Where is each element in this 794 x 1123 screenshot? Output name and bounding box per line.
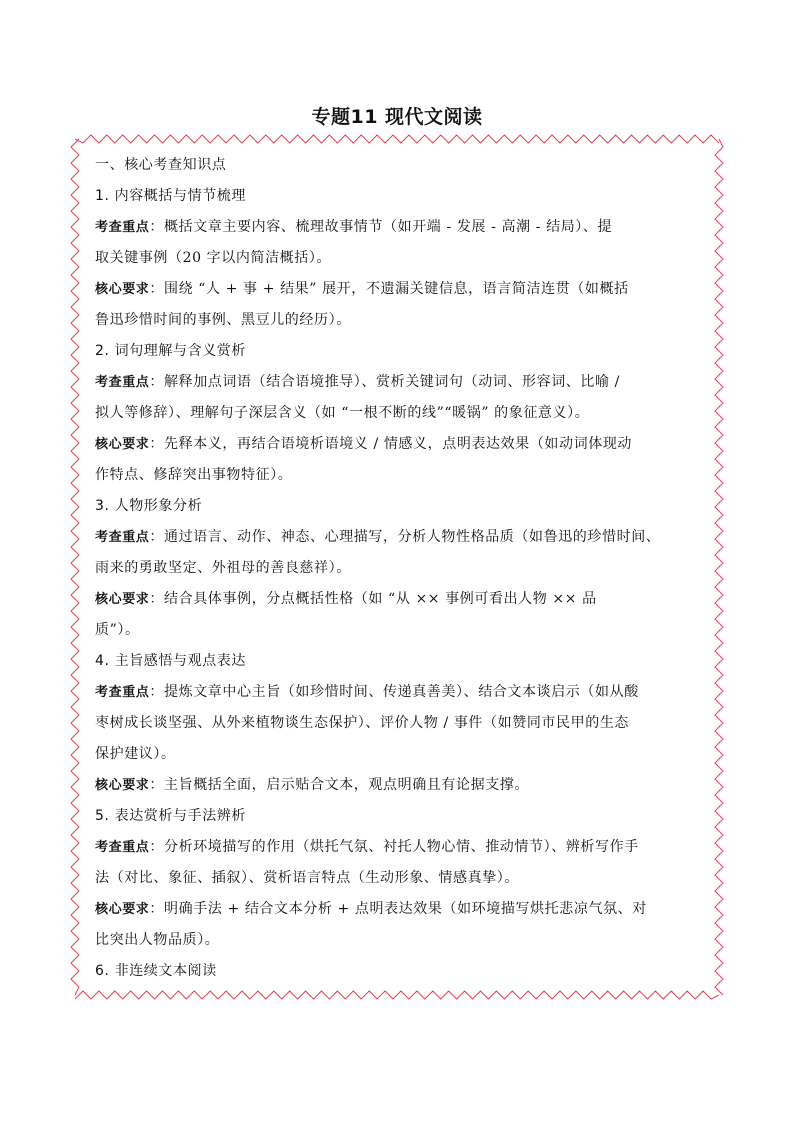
requirement-paragraph bbox=[95, 894, 702, 956]
requirement-text-line: ：主旨概括全面，启示贴合文本，观点明确且有论据支撑。 bbox=[149, 777, 530, 793]
topic-4 bbox=[95, 646, 702, 801]
requirement-text-line: 作特点、修辞突出事物特征）。 bbox=[95, 467, 293, 483]
topic-heading: 2. 词句理解与含义赏析 bbox=[95, 343, 247, 359]
requirement-text-line: 鲁迅珍惜时间的事例、黑豆儿的经历）。 bbox=[95, 312, 351, 328]
focus-label: 考查重点 bbox=[95, 530, 150, 545]
requirement-paragraph bbox=[95, 770, 702, 801]
focus-paragraph bbox=[95, 677, 702, 770]
requirement-paragraph bbox=[95, 429, 702, 491]
zigzag-border-edge bbox=[715, 139, 723, 995]
topic-heading: 5. 表达赏析与手法辨析 bbox=[95, 808, 247, 824]
document-body bbox=[95, 150, 702, 987]
requirement-paragraph bbox=[95, 274, 702, 336]
zigzag-border-edge bbox=[75, 991, 719, 999]
focus-text-line: ：通过语言、动作、神态、心理描写，分析人物性格品质（如鲁迅的珍惜时间、 bbox=[149, 529, 661, 545]
focus-label: 考查重点 bbox=[95, 685, 150, 700]
topic-5 bbox=[95, 801, 702, 956]
requirement-paragraph bbox=[95, 584, 702, 646]
focus-label: 考查重点 bbox=[95, 840, 150, 855]
focus-label: 考查重点 bbox=[95, 375, 150, 390]
focus-text-line: ：提炼文章中心主旨（如珍惜时间、传递真善美）、结合文本谈启示（如从酸 bbox=[149, 684, 639, 700]
focus-paragraph bbox=[95, 832, 702, 894]
focus-text-line: ：分析环境描写的作用（烘托气氛、衬托人物心情、推动情节）、辨析写作手 bbox=[149, 839, 639, 855]
focus-paragraph bbox=[95, 522, 702, 584]
requirement-text-line: ：明确手法 + 结合文本分析 + 点明表达效果（如环境描写烘托悲凉气氛、对 bbox=[149, 901, 647, 917]
topic-6 bbox=[95, 956, 702, 987]
topic-heading: 6. 非连续文本阅读 bbox=[95, 963, 217, 979]
topic-3 bbox=[95, 491, 702, 646]
zigzag-border-edge bbox=[75, 135, 719, 143]
zigzag-border-edge bbox=[71, 139, 79, 995]
requirement-text-line: 质”）。 bbox=[95, 622, 140, 638]
focus-text-line: 枣树成长谈坚强、从外来植物谈生态保护）、评价人物 / 事件（如赞同市民甲的生态 bbox=[95, 715, 630, 731]
focus-text-line: ：概括文章主要内容、梳理故事情节（如开端 - 发展 - 高潮 - 结局）、提 bbox=[149, 219, 613, 235]
focus-text-line: 取关键事例（20 字以内简洁概括）。 bbox=[95, 250, 332, 266]
focus-text-line: 法（对比、象征、插叙）、赏析语言特点（生动形象、情感真挚）。 bbox=[95, 870, 519, 886]
requirement-label: 核心要求 bbox=[95, 592, 150, 607]
requirement-label: 核心要求 bbox=[95, 437, 150, 452]
focus-paragraph bbox=[95, 212, 702, 274]
requirement-text-line: ：围绕 “人 + 事 + 结果” 展开，不遗漏关键信息，语言简洁连贯（如概括 bbox=[149, 281, 629, 297]
focus-text-line: ：解释加点词语（结合语境推导）、赏析关键词句（动词、形容词、比喻 / bbox=[149, 374, 620, 390]
focus-label: 考查重点 bbox=[95, 220, 150, 235]
requirement-text-line: ：结合具体事例，分点概括性格（如 “从 ×× 事例可看出人物 ×× 品 bbox=[149, 591, 597, 607]
requirement-label: 核心要求 bbox=[95, 282, 150, 297]
requirement-label: 核心要求 bbox=[95, 778, 150, 793]
topic-heading: 4. 主旨感悟与观点表达 bbox=[95, 653, 247, 669]
focus-paragraph bbox=[95, 367, 702, 429]
requirement-text-line: 比突出人物品质）。 bbox=[95, 932, 220, 948]
focus-text-line: 雨来的勇敢坚定、外祖母的善良慈祥）。 bbox=[95, 560, 351, 576]
topic-2 bbox=[95, 336, 702, 491]
focus-text-line: 保护建议）。 bbox=[95, 746, 176, 762]
topic-heading: 1. 内容概括与情节梳理 bbox=[95, 188, 247, 204]
topic-heading: 3. 人物形象分析 bbox=[95, 498, 203, 514]
requirement-label: 核心要求 bbox=[95, 902, 150, 917]
requirement-text-line: ：先释本义，再结合语境析语境义 / 情感义，点明表达效果（如动词体现动 bbox=[149, 436, 633, 452]
focus-text-line: 拟人等修辞）、理解句子深层含义（如 “一根不断的线”“暖锅” 的象征意义）。 bbox=[95, 405, 590, 421]
topic-1 bbox=[95, 181, 702, 336]
section-heading: 一、核心考查知识点 bbox=[95, 157, 227, 173]
page-title: 专题11 现代文阅读 bbox=[311, 106, 483, 128]
